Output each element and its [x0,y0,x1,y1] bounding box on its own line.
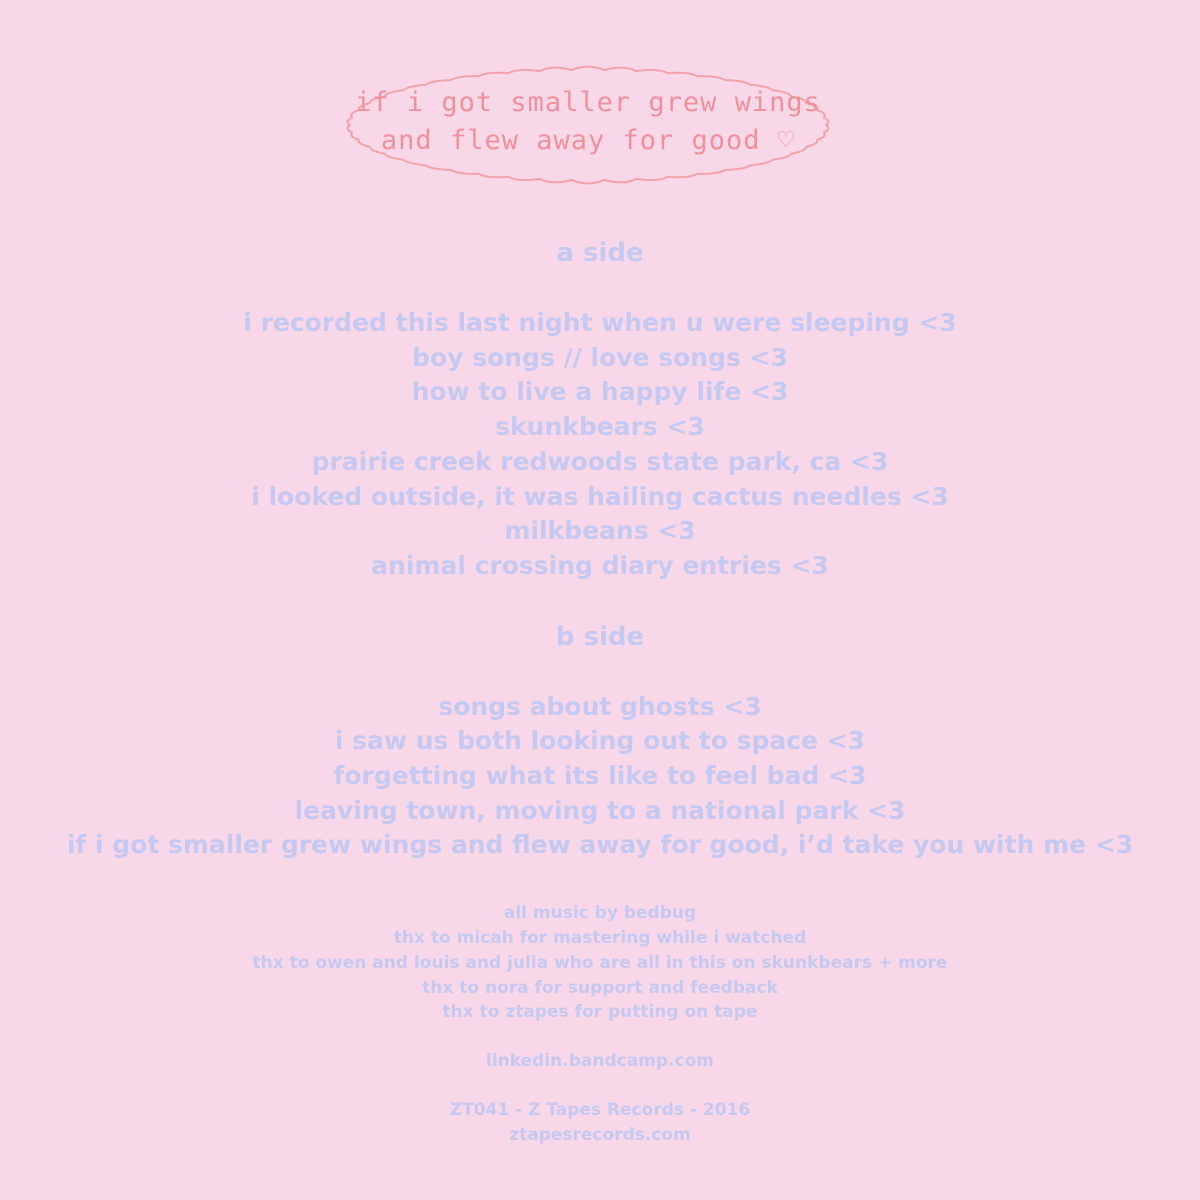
album-title [338,84,838,160]
label-footer [0,1098,1200,1148]
credit-line: thx to nora for support and feedback [422,977,778,998]
track-item: if i got smaller grew wings and flew away for good, i’d take you with me <3 [66,830,1134,860]
credit-line: thx to micah for mastering while i watched [393,927,807,948]
b-side-track-list [0,690,1200,864]
credits-list [0,901,1200,1025]
credit-line: thx to owen and louis and julia who are all in this on skunkbears + more [252,952,948,973]
track-item: songs about ghosts <3 [438,691,762,721]
catalog-line: ZT041 - Z Tapes Records - 2016 [449,1099,751,1120]
album-title-line-1: if i got smaller grew wings [355,87,821,118]
a-side-track-list [0,306,1200,584]
heart-icon: ♡ [777,125,796,156]
album-title-line-2 [338,122,838,160]
album-title-line-2-text: and flew away for good [380,125,761,156]
track-item: i saw us both looking out to space <3 [334,726,866,756]
track-item: i recorded this last night when u were sleeping <3 [243,308,957,337]
title-bubble [338,60,838,190]
track-item: i looked outside, it was hailing cactus needles <3 [251,481,949,511]
tracklist-content [0,236,1200,1164]
credit-line: all music by bedbug [503,903,697,924]
credit-line: thx to ztapes for putting on tape [442,1002,758,1023]
track-item: boy songs // love songs <3 [412,342,788,372]
track-item: how to live a happy life <3 [411,377,789,407]
track-item: animal crossing diary entries <3 [371,550,829,580]
bandcamp-link[interactable]: linkedin.bandcamp.com [486,1051,714,1072]
label-website-link[interactable]: ztapesrecords.com [509,1124,691,1145]
a-side-heading: a side [556,238,644,268]
track-item: milkbeans <3 [504,516,696,546]
track-item: prairie creek redwoods state park, ca <3 [311,446,889,476]
track-item: skunkbears <3 [495,412,705,442]
b-side-heading: b side [555,621,645,652]
track-item: leaving town, moving to a national park <3 [294,795,906,825]
track-item: forgetting what its like to feel bad <3 [333,761,867,791]
